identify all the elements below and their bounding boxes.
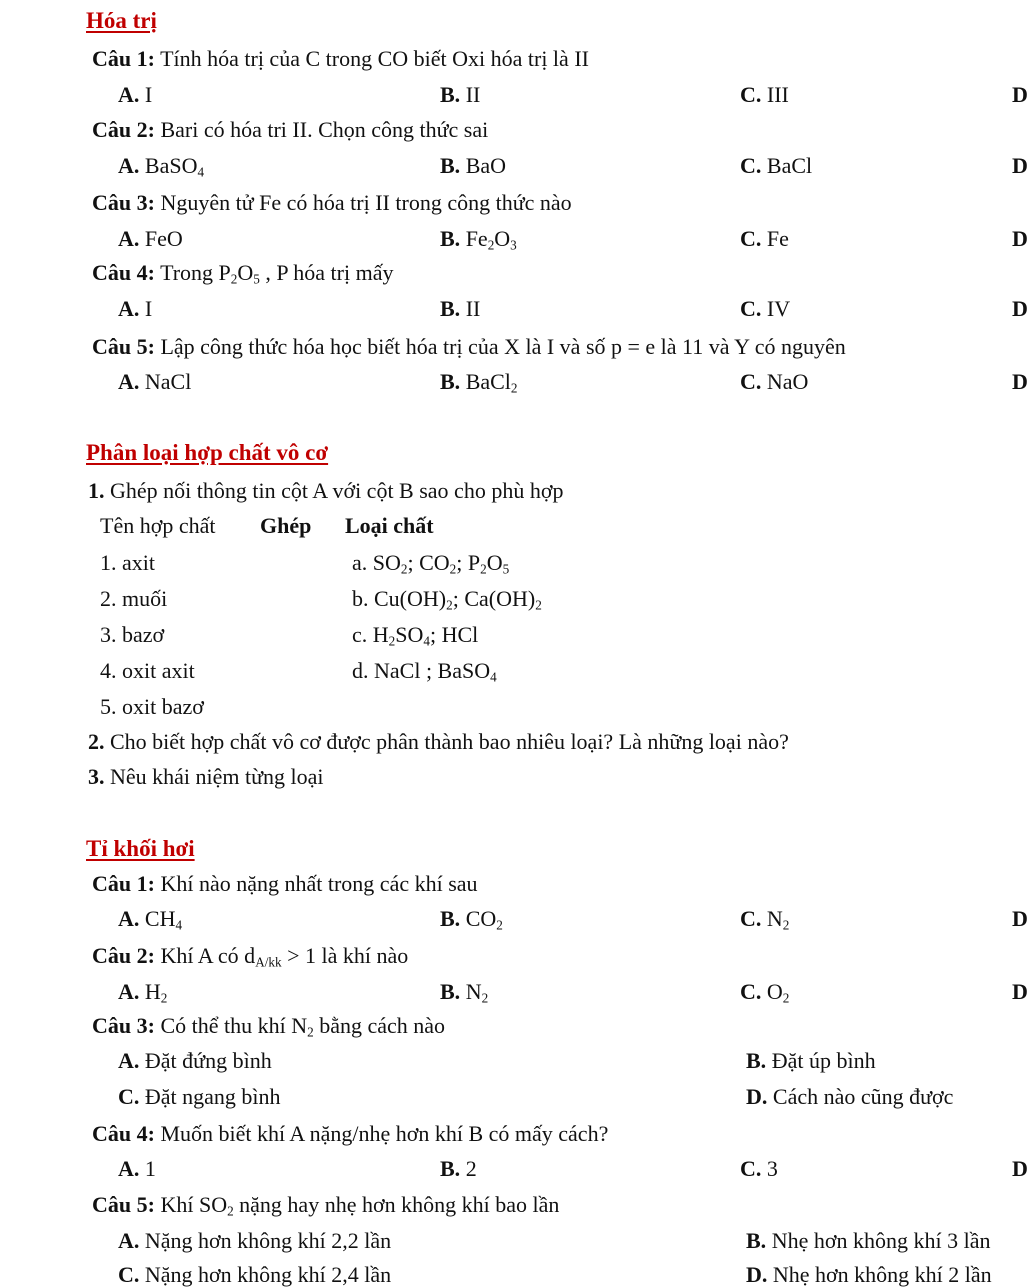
classification-item-2 bbox=[88, 729, 789, 755]
option-letter: D bbox=[1012, 153, 1028, 178]
option-letter: B. bbox=[440, 296, 461, 321]
section-title-valence: Hóa trị bbox=[86, 8, 157, 33]
table-header-type: Loại chất bbox=[345, 513, 434, 538]
option-text: 3 bbox=[766, 1156, 778, 1181]
question-text: Nguyên tử Fe có hóa trị II trong công thức nào bbox=[160, 190, 572, 215]
valence-q1-option-d[interactable] bbox=[1012, 82, 1028, 108]
option-text: Cách nào cũng được bbox=[772, 1084, 954, 1109]
valence-q3-option-c[interactable] bbox=[740, 226, 789, 252]
option-text: 2 bbox=[465, 1156, 477, 1181]
valence-q5-option-c[interactable] bbox=[740, 369, 808, 395]
option-letter: B. bbox=[440, 906, 461, 931]
classification-item-3 bbox=[88, 764, 324, 790]
question-text: Có thể thu khí $N_2$ bằng cách nào bbox=[160, 1013, 446, 1040]
option-letter: C. bbox=[740, 979, 762, 1004]
valence-question-4 bbox=[92, 260, 394, 286]
density-q5-option-a[interactable] bbox=[118, 1228, 391, 1254]
density-q2-option-d[interactable] bbox=[1012, 979, 1028, 1005]
density-q3-option-b[interactable] bbox=[746, 1048, 876, 1074]
substance-group-c bbox=[352, 622, 478, 648]
option-text: 1 bbox=[144, 1156, 156, 1181]
option-letter: A. bbox=[118, 1048, 140, 1073]
density-q3-option-a[interactable] bbox=[118, 1048, 272, 1074]
question-text: Tính hóa trị của C trong CO biết Oxi hóa trị là II bbox=[160, 46, 589, 71]
option-text: IV bbox=[766, 296, 791, 321]
option-letter: B. bbox=[440, 82, 461, 107]
density-q4-option-d[interactable] bbox=[1012, 1156, 1028, 1182]
group-letter: d. bbox=[352, 658, 369, 683]
valence-question-2 bbox=[92, 117, 488, 143]
compound-type-acidic-oxide: 4. oxit axit bbox=[100, 658, 195, 683]
density-question-3 bbox=[92, 1013, 445, 1039]
option-text: BaCl bbox=[766, 153, 813, 178]
density-q1-option-d[interactable] bbox=[1012, 906, 1028, 932]
option-letter: D bbox=[1012, 906, 1028, 931]
option-letter: A. bbox=[118, 1156, 140, 1181]
option-letter: D bbox=[1012, 1156, 1028, 1181]
option-text: Đặt đứng bình bbox=[144, 1048, 272, 1073]
item-text: Ghép nối thông tin cột A với cột B sao cho phù hợp bbox=[110, 478, 564, 503]
density-q5-option-d[interactable] bbox=[746, 1262, 992, 1288]
valence-q2-option-a[interactable] bbox=[118, 153, 204, 179]
substance-group-d bbox=[352, 658, 497, 684]
table-header-match: Ghép bbox=[260, 513, 312, 538]
option-text: BaO bbox=[465, 153, 507, 178]
option-text: $Fe_2O_3$ bbox=[465, 226, 517, 253]
option-letter: A. bbox=[118, 1228, 140, 1253]
option-letter: A. bbox=[118, 226, 140, 251]
option-letter: D. bbox=[746, 1084, 768, 1109]
classification-item-1 bbox=[88, 478, 563, 504]
valence-q2-option-c[interactable] bbox=[740, 153, 812, 179]
group-formula: $H_2SO_4$; HCl bbox=[372, 622, 479, 649]
option-text: III bbox=[766, 82, 789, 107]
option-text: $N_2$ bbox=[465, 979, 489, 1006]
option-text: $O_2$ bbox=[766, 979, 790, 1006]
section-title-classification: Phân loại hợp chất vô cơ bbox=[86, 440, 329, 465]
density-q5-option-c[interactable] bbox=[118, 1262, 391, 1288]
option-text: Đặt úp bình bbox=[771, 1048, 876, 1073]
group-formula: NaCl ; BaSO$_4$ bbox=[374, 658, 497, 685]
option-letter: B. bbox=[440, 226, 461, 251]
option-letter: A. bbox=[118, 906, 140, 931]
compound-type-basic-oxide: 5. oxit bazơ bbox=[100, 694, 204, 719]
valence-question-3 bbox=[92, 190, 572, 216]
option-text: $H_2$ bbox=[144, 979, 168, 1006]
option-letter: A. bbox=[118, 369, 140, 394]
valence-q3-option-d[interactable] bbox=[1012, 226, 1028, 252]
option-letter: D bbox=[1012, 226, 1028, 251]
option-letter: B. bbox=[440, 153, 461, 178]
valence-question-1 bbox=[92, 46, 589, 72]
group-letter: a. bbox=[352, 550, 368, 575]
option-text: $CO_2$ bbox=[465, 906, 503, 933]
option-text: NaO bbox=[766, 369, 809, 394]
option-text: Đặt ngang bình bbox=[144, 1084, 281, 1109]
item-text: Nêu khái niệm từng loại bbox=[110, 764, 324, 789]
valence-q3-option-b[interactable] bbox=[440, 226, 517, 252]
question-label: Câu 3: bbox=[92, 1013, 155, 1038]
option-letter: C. bbox=[740, 153, 762, 178]
option-letter: B. bbox=[440, 369, 461, 394]
density-q2-option-a[interactable] bbox=[118, 979, 167, 1005]
density-q1-option-a[interactable] bbox=[118, 906, 182, 932]
option-letter: C. bbox=[740, 82, 762, 107]
density-q5-option-b[interactable] bbox=[746, 1228, 990, 1254]
density-q2-option-c[interactable] bbox=[740, 979, 789, 1005]
option-text: $N_2$ bbox=[766, 906, 790, 933]
option-letter: C. bbox=[118, 1262, 140, 1287]
density-question-5 bbox=[92, 1192, 559, 1218]
valence-q1-option-a[interactable] bbox=[118, 82, 152, 108]
option-text: Nhẹ hơn không khí 3 lần bbox=[771, 1228, 991, 1253]
option-letter: A. bbox=[118, 979, 140, 1004]
option-letter: D bbox=[1012, 979, 1028, 1004]
valence-question-5 bbox=[92, 334, 846, 360]
option-text: FeO bbox=[144, 226, 183, 251]
density-q4-option-a[interactable] bbox=[118, 1156, 156, 1182]
item-number: 2. bbox=[88, 729, 105, 754]
density-q3-option-d[interactable] bbox=[746, 1084, 953, 1110]
option-letter: B. bbox=[440, 1156, 461, 1181]
question-label: Câu 5: bbox=[92, 1192, 155, 1217]
option-letter: B. bbox=[746, 1048, 767, 1073]
valence-q5-option-a[interactable] bbox=[118, 369, 191, 395]
density-q2-option-b[interactable] bbox=[440, 979, 488, 1005]
question-label: Câu 2: bbox=[92, 117, 155, 142]
density-q4-option-b[interactable] bbox=[440, 1156, 477, 1182]
compound-type-base: 3. bazơ bbox=[100, 622, 165, 647]
option-letter: C. bbox=[740, 1156, 762, 1181]
question-text: Khí A có $d_{A/kk} > 1$ là khí nào bbox=[160, 943, 409, 970]
valence-q4-option-b[interactable] bbox=[440, 296, 480, 322]
valence-q4-option-a[interactable] bbox=[118, 296, 152, 322]
valence-q1-option-b[interactable] bbox=[440, 82, 480, 108]
option-text: I bbox=[144, 296, 153, 321]
option-text: I bbox=[144, 82, 153, 107]
option-text: BaCl$_2$ bbox=[465, 369, 518, 396]
option-text: BaSO$_4$ bbox=[144, 153, 205, 180]
question-label: Câu 1: bbox=[92, 46, 155, 71]
substance-group-a bbox=[352, 550, 509, 576]
question-label: Câu 1: bbox=[92, 871, 155, 896]
group-letter: b. bbox=[352, 586, 369, 611]
question-text: Trong $P_2O_5$ , P hóa trị mấy bbox=[160, 260, 394, 287]
valence-q3-option-a[interactable] bbox=[118, 226, 183, 252]
option-text: II bbox=[465, 296, 481, 321]
density-question-1 bbox=[92, 871, 478, 897]
option-text: Nặng hơn không khí 2,4 lần bbox=[144, 1262, 392, 1287]
option-letter: D bbox=[1012, 82, 1028, 107]
option-text: Fe bbox=[766, 226, 789, 251]
substance-group-b bbox=[352, 586, 542, 612]
group-formula: $SO_2$; $CO_2$; $P_2O_5$ bbox=[372, 550, 510, 577]
option-text: Nặng hơn không khí 2,2 lần bbox=[144, 1228, 392, 1253]
option-letter: C. bbox=[118, 1084, 140, 1109]
item-number: 3. bbox=[88, 764, 105, 789]
question-text: Khí nào nặng nhất trong các khí sau bbox=[160, 871, 478, 896]
option-letter: C. bbox=[740, 906, 762, 931]
question-label: Câu 4: bbox=[92, 1121, 155, 1146]
compound-type-acid: 1. axit bbox=[100, 550, 155, 575]
density-question-4 bbox=[92, 1121, 608, 1147]
option-letter: D bbox=[1012, 369, 1028, 394]
valence-q4-option-d[interactable] bbox=[1012, 296, 1028, 322]
valence-q4-option-c[interactable] bbox=[740, 296, 790, 322]
item-number: 1. bbox=[88, 478, 105, 503]
question-label: Câu 4: bbox=[92, 260, 155, 285]
density-q4-option-c[interactable] bbox=[740, 1156, 778, 1182]
option-letter: D. bbox=[746, 1262, 768, 1287]
option-letter: A. bbox=[118, 296, 140, 321]
group-formula: $Cu(OH)_2$; $Ca(OH)_2$ bbox=[374, 586, 542, 613]
density-q1-option-c[interactable] bbox=[740, 906, 789, 932]
option-letter: D bbox=[1012, 296, 1028, 321]
option-text: $CH_4$ bbox=[144, 906, 183, 933]
option-letter: A. bbox=[118, 82, 140, 107]
question-text: Muốn biết khí A nặng/nhẹ hơn khí B có mấy cách? bbox=[160, 1121, 609, 1146]
option-text: Nhẹ hơn không khí 2 lần bbox=[772, 1262, 992, 1287]
density-q3-option-c[interactable] bbox=[118, 1084, 281, 1110]
compound-type-salt: 2. muối bbox=[100, 586, 168, 611]
question-text: Lập công thức hóa học biết hóa trị của X là I và số p = e là 11 và Y có nguyên bbox=[160, 334, 846, 359]
option-letter: C. bbox=[740, 296, 762, 321]
question-label: Câu 3: bbox=[92, 190, 155, 215]
question-label: Câu 2: bbox=[92, 943, 155, 968]
question-label: Câu 5: bbox=[92, 334, 155, 359]
option-letter: C. bbox=[740, 226, 762, 251]
section-title-density: Tỉ khối hơi bbox=[86, 836, 195, 861]
density-question-2 bbox=[92, 943, 408, 969]
group-letter: c. bbox=[352, 622, 368, 647]
option-text: II bbox=[465, 82, 481, 107]
option-letter: A. bbox=[118, 153, 140, 178]
option-text: NaCl bbox=[144, 369, 192, 394]
option-letter: B. bbox=[440, 979, 461, 1004]
valence-q5-option-d[interactable] bbox=[1012, 369, 1028, 395]
table-header-compound-name: Tên hợp chất bbox=[100, 513, 216, 538]
question-text: Khí $SO_2$ nặng hay nhẹ hơn không khí bao lần bbox=[160, 1192, 560, 1219]
question-text: Bari có hóa tri II. Chọn công thức sai bbox=[160, 117, 489, 142]
density-q1-option-b[interactable] bbox=[440, 906, 503, 932]
valence-q5-option-b[interactable] bbox=[440, 369, 518, 395]
valence-q1-option-c[interactable] bbox=[740, 82, 789, 108]
valence-q2-option-d[interactable] bbox=[1012, 153, 1028, 179]
item-text: Cho biết hợp chất vô cơ được phân thành bao nhiêu loại? Là những loại nào? bbox=[110, 729, 789, 754]
option-letter: C. bbox=[740, 369, 762, 394]
option-letter: B. bbox=[746, 1228, 767, 1253]
valence-q2-option-b[interactable] bbox=[440, 153, 506, 179]
